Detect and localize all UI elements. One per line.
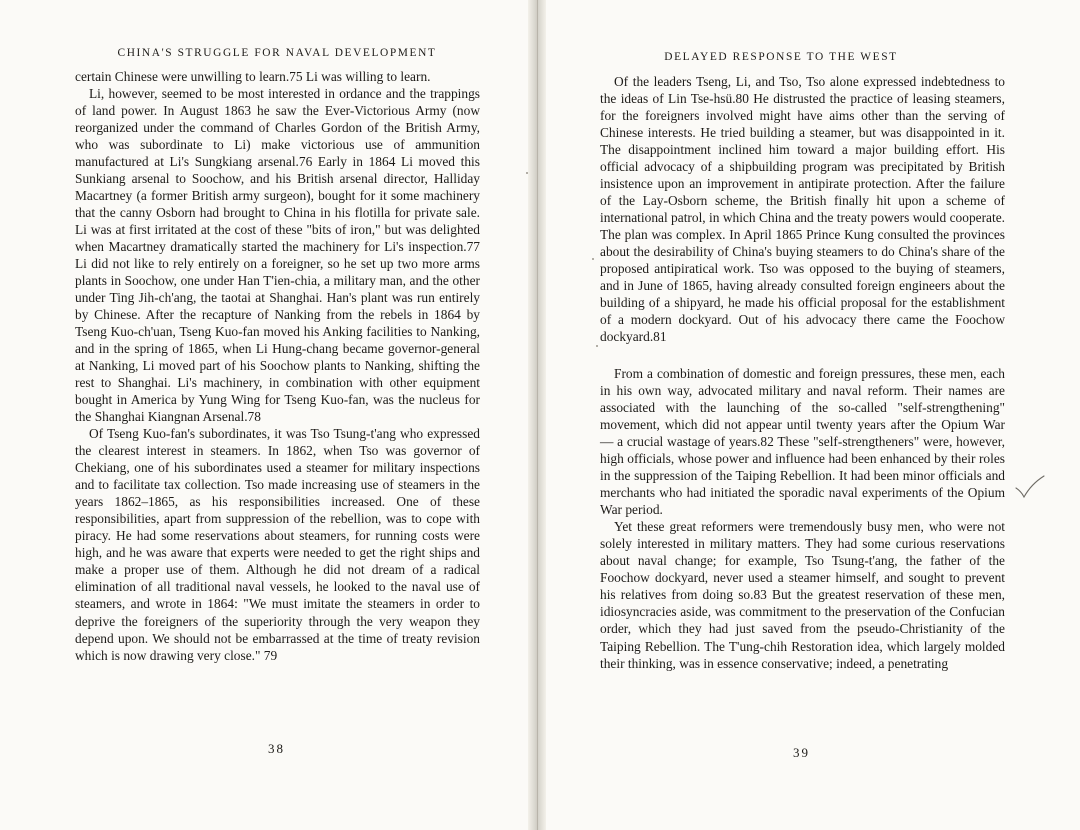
paper-speck <box>592 258 594 260</box>
handwritten-check-mark-icon <box>1014 474 1046 500</box>
right-paragraph-3: Yet these great reformers were tremendously busy men, who were not solely interested in military matters. They had some curious reservations about naval change; for example, Tso Tsung-t'ang, the father of the Foochow dockyard, never used a steamer himself, and sought to prevent his relatives from doing so.83 But the greatest reservation of these men, idiosyncracies aside, was commitment to the preservation of the Confucian order, which they had just saved from the pseudo-Christianity of the Taiping Rebellion. The T'ung-chih Restoration idea, which largely molded their thinking, was in essence conservative; indeed, a penetrating <box>600 519 1005 671</box>
left-running-head: CHINA'S STRUGGLE FOR NAVAL DEVELOPMENT <box>117 47 437 59</box>
right-page-number: 39 <box>793 745 810 760</box>
left-page-body <box>75 68 480 664</box>
gutter-fold-line <box>537 0 538 830</box>
right-paragraph-1: Of the leaders Tseng, Li, and Tso, Tso alone expressed indebtedness to the ideas of Lin Tse-hsü.80 He distrusted the practice of leasing steamers, for the foreigners involved might have aims other than the serving of Chinese interests. He tried building a steamer, but was disappointed in it. The disappointment inclined him toward a major building effort. His official advocacy of a shipbuilding program was precipitated by British insistence upon an improvement in antipirate protection. After the failure of the Lay-Osborn scheme, the British finally hit upon a scheme of international patrol, in which China and the treaty powers would cooperate. The plan was complex. In April 1865 Prince Kung consulted the provinces about the desirability of China's buying steamers to do China's share of the proposed antipiratical work. Tso was opposed to the buying of steamers, and in June of 1865, having already consulted foreign engineers about the building of a shipyard, he made his official proposal for the establishment of a modern dockyard. Out of his advocacy there came the Foochow dockyard.81 <box>600 74 1005 345</box>
paper-speck <box>596 345 598 347</box>
right-paragraph-2: From a combination of domestic and foreign pressures, these men, each in his own way, advocated military and naval reform. Their names are associated with the launching of the so-called "self-strengthening" movement, which did not appear until twenty years after the Opium War — a crucial wastage of years.82 These "self-strengtheners" were, however, high officials, whose power and influence had been enhanced by their roles in the suppression of the Taiping Rebellion. It had been minor officials and merchants who had initiated the sporadic naval experiments of the Opium War period. <box>600 366 1005 518</box>
left-paragraph-1: certain Chinese were unwilling to learn.75 Li was willing to learn. <box>75 69 431 84</box>
right-running-head: DELAYED RESPONSE TO THE WEST <box>664 51 898 63</box>
section-break <box>600 345 1005 365</box>
paper-speck <box>526 172 528 174</box>
left-page-number: 38 <box>268 741 285 756</box>
left-paragraph-3: Of Tseng Kuo-fan's subordinates, it was Tso Tsung-t'ang who expressed the clearest interest in steamers. In 1862, when Tso was governor of Chekiang, one of his subordinates used a steamer for military inspections and to facilitate tax collection. Tso made increasing use of steamers in the years 1862–1865, as his responsibilities increased. One of these responsibilities, apart from suppression of the rebellion, was to cope with piracy. He had some reservations about steamers, for running costs were high, and he was aware that experts were needed to get the right ships and make a proper use of them. Although he did not dream of a radical elimination of all traditional naval vessels, he looked to the naval use of steamers, and wrote in 1864: "We must imitate the steamers in order to deprive the foreigners of the superiority through the very weapon they depend upon. We should not be embarrassed at the time of treaty revision which is now drawing very close." 79 <box>75 426 480 663</box>
right-page-body <box>600 73 1005 672</box>
left-paragraph-2: Li, however, seemed to be most interested in ordance and the trappings of land power. In August 1863 he saw the Ever-Victorious Army (now reorganized under the command of Charles Gordon of the British Army, who was subordinate to Li) make victorious use of ammunition manufactured at Li's Sungkiang arsenal.76 Early in 1864 Li moved this Sunkiang arsenal to Soochow, and his British arsenal director, Halliday Macartney (a former British army surgeon), bought for it some machinery that the canny Osborn had brought to China in his flotilla for private sale. Li was at first irritated at the cost of these "bits of iron," but was delighted when Macartney dramatically started the machinery for Li's inspection.77 Li did not like to rely entirely on a foreigner, so he set up two more arms plants in Soochow, one under Han T'ien-chia, a military man, and the other under Ting Jih-ch'ang, the taotai at Shanghai. Han's plant was run entirely by Chinese. After the recapture of Nanking from the rebels in 1864 by Tseng Kuo-ch'uan, Tseng Kuo-fan moved his Anking facilities to Nanking, and in the spring of 1865, when Li Hung-chang became governor-general at Nanking, Li moved part of his Soochow plants to Nanking, shifting the rest to Shanghai. Li's machinery, in combination with other equipment bought in America by Yung Wing for Tseng Kuo-fan, was the nucleus for the Shanghai Kiangnan Arsenal.78 <box>75 86 480 425</box>
